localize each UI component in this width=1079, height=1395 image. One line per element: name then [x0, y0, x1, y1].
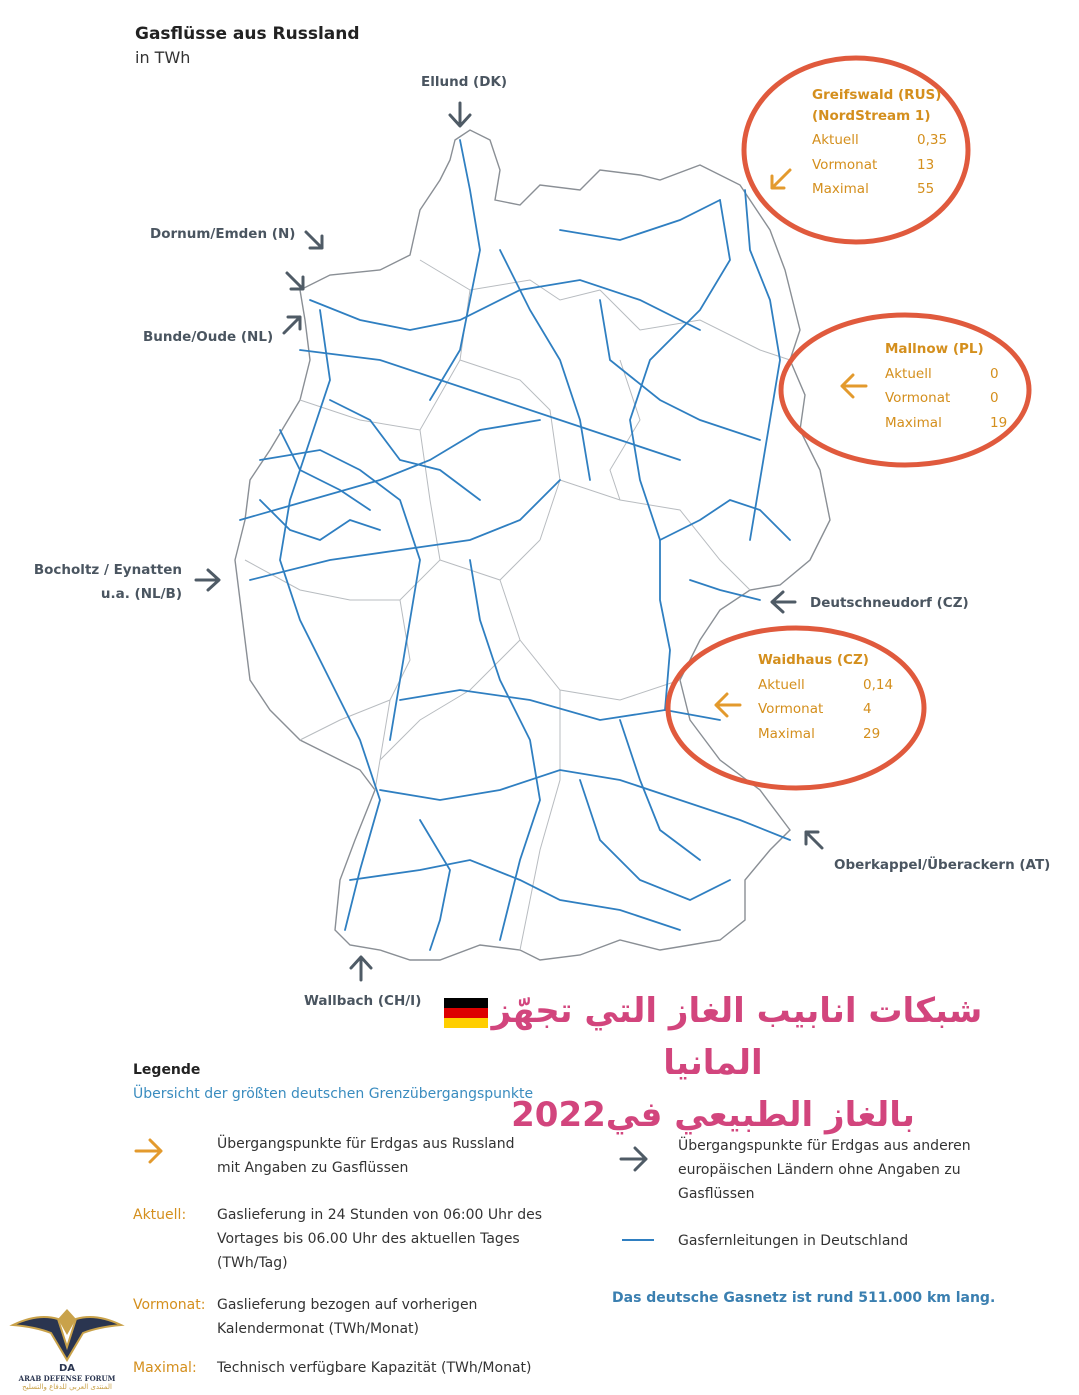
row-key: Maximal — [885, 414, 942, 431]
waidhaus-name: Waidhaus (CZ) — [758, 652, 869, 668]
greifswald-subname: (NordStream 1) — [812, 107, 931, 124]
row-key: Vormonat — [812, 156, 878, 173]
row-value: 13 — [917, 156, 935, 173]
label-wallbach: Wallbach (CH/I) — [304, 993, 422, 1009]
legend-aktuell-key: Aktuell: — [133, 1207, 187, 1223]
greifswald-name: Greifswald (RUS) — [812, 87, 942, 103]
watermark-logo — [8, 1305, 126, 1390]
legend-title: Legende — [133, 1062, 201, 1078]
row-key: Vormonat — [758, 701, 824, 717]
watermark-line2: المنتدى العربي للدفاع والتسليح — [22, 1383, 112, 1391]
arabic-caption-line1 — [393, 985, 1033, 1089]
map-unit: in TWh — [135, 48, 191, 67]
row-key: Aktuell — [812, 132, 859, 148]
row-value: 4 — [863, 701, 872, 717]
row-value: 55 — [917, 181, 935, 197]
label-ellund: Ellund (DK) — [421, 74, 508, 90]
row-value: 0 — [990, 390, 999, 406]
mallnow-row — [885, 362, 1007, 387]
network-length-note: Das deutsche Gasnetz ist rund 511.000 km lang. — [612, 1290, 996, 1306]
callout-mallnow — [885, 337, 1007, 435]
waidhaus-row — [758, 722, 893, 747]
legend-other-line2: europäischen Ländern ohne Angaben zu — [678, 1162, 961, 1178]
legend-aktuell-line1: Gaslieferung in 24 Stunden von 06:00 Uhr des — [217, 1207, 543, 1223]
watermark-line1: ARAB DEFENSE FORUM — [18, 1374, 116, 1383]
legend-aktuell-line3: (TWh/Tag) — [217, 1255, 288, 1271]
mallnow-row — [885, 411, 1007, 436]
row-value: 0,35 — [917, 132, 948, 148]
row-value: 19 — [990, 414, 1008, 431]
map-title: Gasflüsse aus Russland — [135, 24, 360, 44]
label-dornum-emden: Dornum/Emden (N) — [150, 226, 296, 242]
row-key: Aktuell — [885, 365, 932, 382]
label-bocholtz-line1: Bocholtz / Eynatten — [33, 562, 182, 578]
watermark-initials: DA — [58, 1363, 76, 1374]
waidhaus-row — [758, 697, 893, 722]
greifswald-row — [812, 177, 947, 202]
label-bunde-oude: Bunde/Oude (NL) — [143, 329, 274, 345]
legend-vormonat-line1: Gaslieferung bezogen auf vorherigen — [217, 1297, 478, 1313]
arabic-line1-text: شبكات انابيب الغاز التي تجهّز المانيا — [491, 991, 983, 1083]
arabic-caption-line2: بالغاز الطبيعي في2022 — [511, 1095, 915, 1135]
callout-greifswald — [812, 83, 947, 202]
legend-pipeline-line — [622, 1239, 654, 1241]
arabic-caption — [393, 985, 1033, 1141]
label-deutschneudorf: Deutschneudorf (CZ) — [810, 595, 969, 611]
callout-waidhaus — [758, 648, 893, 746]
germany-outline — [235, 130, 830, 960]
mallnow-name: Mallnow (PL) — [885, 341, 984, 357]
legend-vormonat-text — [217, 1293, 477, 1341]
mallnow-row — [885, 386, 1007, 411]
legend-pipeline-label: Gasfernleitungen in Deutschland — [678, 1233, 909, 1249]
greifswald-row — [812, 128, 947, 153]
row-key: Maximal — [812, 181, 869, 197]
legend-other-text — [678, 1134, 971, 1206]
legend-russian-arrow-icon — [133, 1136, 165, 1166]
legend-maximal-text: Technisch verfügbare Kapazität (TWh/Monat) — [217, 1360, 532, 1376]
legend-russian-text — [217, 1132, 515, 1180]
label-oberkappel: Oberkappel/Überackern (AT) — [834, 857, 1051, 873]
row-key: Maximal — [758, 725, 815, 742]
legend-maximal-key: Maximal: — [133, 1360, 197, 1376]
row-key: Aktuell — [758, 676, 805, 693]
legend-aktuell-line2: Vortages bis 06.00 Uhr des aktuellen Tages — [217, 1231, 520, 1247]
row-value: 29 — [863, 725, 881, 742]
legend-subtitle: Übersicht der größten deutschen Grenzübergangspunkte — [133, 1086, 534, 1102]
row-value: 0 — [990, 365, 999, 382]
legend-vormonat-line2: Kalendermonat (TWh/Monat) — [217, 1321, 419, 1337]
label-bocholtz-line2: u.a. (NL/B) — [100, 586, 182, 602]
germany-flag-icon — [444, 998, 488, 1028]
greifswald-row — [812, 153, 947, 178]
legend-russian-line1: Übergangspunkte für Erdgas aus Russland — [217, 1136, 515, 1152]
legend-russian-line2: mit Angaben zu Gasflüssen — [217, 1160, 409, 1176]
label-bocholtz — [30, 558, 182, 606]
legend-other-line1: Übergangspunkte für Erdgas aus anderen — [678, 1138, 971, 1154]
legend-vormonat-key: Vormonat: — [133, 1297, 206, 1313]
row-value: 0,14 — [863, 676, 894, 693]
shield-logo-icon — [8, 1305, 126, 1365]
row-key: Vormonat — [885, 390, 951, 406]
legend-other-arrow-icon — [618, 1144, 650, 1174]
legend-other-line3: Gasflüssen — [678, 1186, 755, 1202]
legend-aktuell-text — [217, 1203, 542, 1275]
waidhaus-row — [758, 673, 893, 698]
